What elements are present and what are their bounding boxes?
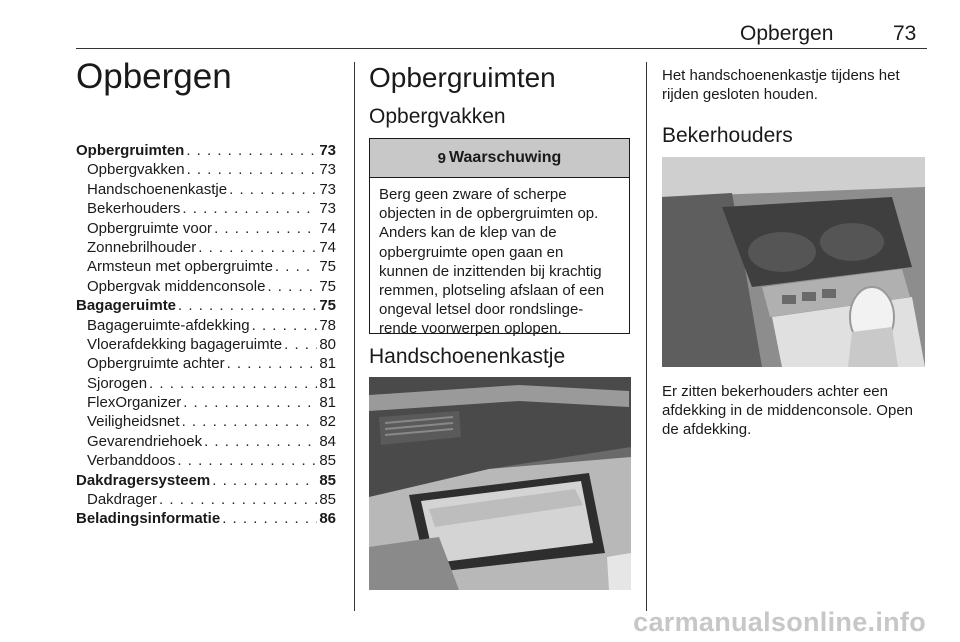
- text-line: Het handschoenenkastje tijdens het: [662, 67, 900, 84]
- toc-entry[interactable]: [76, 238, 336, 257]
- toc-entry[interactable]: [76, 257, 336, 276]
- text-line: rijden gesloten houden.: [662, 86, 818, 104]
- page-number: 73: [893, 22, 917, 45]
- toc-entry-page: 85: [319, 491, 336, 509]
- toc-entry[interactable]: [76, 335, 336, 354]
- header-rule: [76, 48, 927, 49]
- glovebox-photo: [369, 377, 631, 590]
- toc-leader-dots: [227, 354, 318, 373]
- toc-entry-page: 73: [319, 180, 336, 198]
- toc-entry-page: 73: [319, 200, 336, 218]
- toc-entry[interactable]: [76, 471, 336, 490]
- toc-leader-dots: [284, 335, 317, 354]
- toc-entry-label: FlexOrganizer: [87, 394, 182, 412]
- toc-entry-label: Dakdragersysteem: [76, 471, 211, 489]
- toc-entry-label: Bagageruimte: [76, 297, 177, 315]
- toc-entry-page: 78: [319, 316, 336, 334]
- toc-leader-dots: [186, 141, 317, 160]
- toc-entry-page: 85: [319, 452, 336, 470]
- toc-leader-dots: [198, 238, 317, 257]
- subsection-heading-glovebox: Handschoenenkastje: [369, 345, 566, 368]
- column-divider-1: [354, 62, 355, 611]
- watermark: carmanualsonline.info: [633, 607, 926, 637]
- toc-entry-label: Opbergvak middenconsole: [87, 277, 266, 295]
- toc-entry[interactable]: [76, 432, 336, 451]
- toc-leader-dots: [182, 412, 318, 431]
- toc-entry-page: 81: [319, 374, 336, 392]
- toc-entry-page: 80: [319, 335, 336, 353]
- toc-leader-dots: [204, 432, 317, 451]
- toc-leader-dots: [212, 471, 317, 490]
- toc-leader-dots: [183, 393, 317, 412]
- toc-entry-label: Handschoenenkastje: [87, 180, 228, 198]
- warning-line: rende voorwerpen oplopen.: [379, 320, 562, 338]
- toc-entry[interactable]: [76, 160, 336, 179]
- toc-entry[interactable]: [76, 141, 336, 160]
- toc-leader-dots: [159, 490, 317, 509]
- toc-entry-page: 86: [319, 510, 336, 528]
- toc-entry[interactable]: [76, 219, 336, 238]
- toc-entry-label: Opbergruimten: [76, 142, 185, 159]
- toc-entry-label: Vloerafdekking bagageruimte: [87, 335, 283, 353]
- toc-entry-label: Verbanddoos: [87, 452, 176, 470]
- toc-entry[interactable]: [76, 296, 336, 315]
- warning-icon: 9: [437, 149, 447, 167]
- toc-entry[interactable]: [76, 316, 336, 335]
- toc-entry-page: 81: [319, 355, 336, 373]
- toc-leader-dots: [182, 199, 317, 218]
- warning-line: ongeval letsel door rondslinge-: [379, 301, 584, 319]
- toc-entry-label: Bagageruimte-afdekking: [87, 316, 250, 334]
- toc-leader-dots: [267, 277, 317, 296]
- toc-entry-page: 75: [319, 297, 336, 315]
- toc-entry-page: 81: [319, 394, 336, 412]
- warning-header: [370, 139, 629, 178]
- toc-entry-page: 74: [319, 219, 336, 237]
- warning-title: Waarschuwing: [449, 149, 562, 166]
- warning-line: Anders kan de klep van de: [379, 224, 557, 242]
- toc-entry-page: 82: [319, 413, 336, 431]
- toc-entry[interactable]: [76, 199, 336, 218]
- toc-entry[interactable]: [76, 180, 336, 199]
- warning-box: [369, 138, 630, 338]
- toc-entry-page: 75: [319, 258, 336, 276]
- table-of-contents: [76, 141, 336, 529]
- toc-entry-label: Armsteun met opbergruimte: [87, 258, 273, 276]
- warning-line: kunnen de inzittenden bij krachtig: [379, 262, 602, 280]
- toc-entry-label: Opbergvakken: [87, 161, 185, 179]
- toc-entry-page: 75: [319, 277, 336, 295]
- toc-entry[interactable]: [76, 354, 336, 373]
- header-title: Opbergen: [740, 22, 834, 45]
- warning-line: opbergruimte open gaan en: [379, 243, 564, 261]
- cupholder-photo: [662, 157, 925, 367]
- toc-leader-dots: [229, 180, 317, 199]
- toc-entry[interactable]: [76, 490, 336, 509]
- toc-entry-page: 85: [319, 471, 336, 489]
- page-title: Opbergen: [76, 57, 232, 96]
- toc-entry[interactable]: [76, 277, 336, 296]
- warning-line: Berg geen zware of scherpe: [379, 186, 567, 203]
- toc-entry[interactable]: [76, 509, 336, 528]
- warning-text: [370, 178, 629, 339]
- toc-leader-dots: [252, 316, 318, 335]
- toc-leader-dots: [177, 451, 317, 470]
- toc-entry-label: Bekerhouders: [87, 200, 181, 218]
- toc-entry[interactable]: [76, 412, 336, 431]
- cupholder-text: [662, 382, 927, 440]
- toc-entry-label: Beladingsinformatie: [76, 510, 221, 528]
- text-line: de afdekking.: [662, 421, 752, 439]
- toc-leader-dots: [275, 257, 317, 276]
- warning-line: objecten in de opbergruimten op.: [379, 205, 599, 223]
- toc-leader-dots: [149, 374, 317, 393]
- toc-leader-dots: [222, 509, 317, 528]
- toc-entry[interactable]: [76, 374, 336, 393]
- section-heading: Opbergruimten: [369, 62, 556, 93]
- toc-entry-label: Sjorogen: [87, 374, 148, 392]
- toc-leader-dots: [178, 296, 317, 315]
- column-divider-2: [646, 62, 647, 611]
- glovebox-text: [662, 66, 927, 104]
- toc-entry-label: Opbergruimte achter: [87, 355, 225, 373]
- toc-entry-label: Dakdrager: [87, 491, 158, 509]
- toc-entry-page: 84: [319, 432, 336, 450]
- toc-entry-page: 74: [319, 238, 336, 256]
- subsection-heading: Opbergvakken: [369, 105, 506, 128]
- toc-entry-page: 73: [319, 142, 336, 159]
- toc-entry-label: Gevarendriehoek: [87, 432, 203, 450]
- toc-entry[interactable]: [76, 451, 336, 470]
- cupholder-heading: Bekerhouders: [662, 124, 793, 147]
- text-line: afdekking in de middenconsole. Open: [662, 402, 914, 420]
- toc-entry-label: Zonnebrilhouder: [87, 238, 197, 256]
- text-line: Er zitten bekerhouders achter een: [662, 383, 888, 400]
- toc-leader-dots: [187, 160, 318, 179]
- toc-leader-dots: [214, 219, 317, 238]
- toc-entry-page: 73: [319, 161, 336, 179]
- toc-entry-label: Veiligheidsnet: [87, 413, 180, 431]
- warning-line: remmen, plotseling afslaan of een: [379, 282, 605, 300]
- toc-entry-label: Opbergruimte voor: [87, 219, 213, 237]
- toc-entry[interactable]: [76, 393, 336, 412]
